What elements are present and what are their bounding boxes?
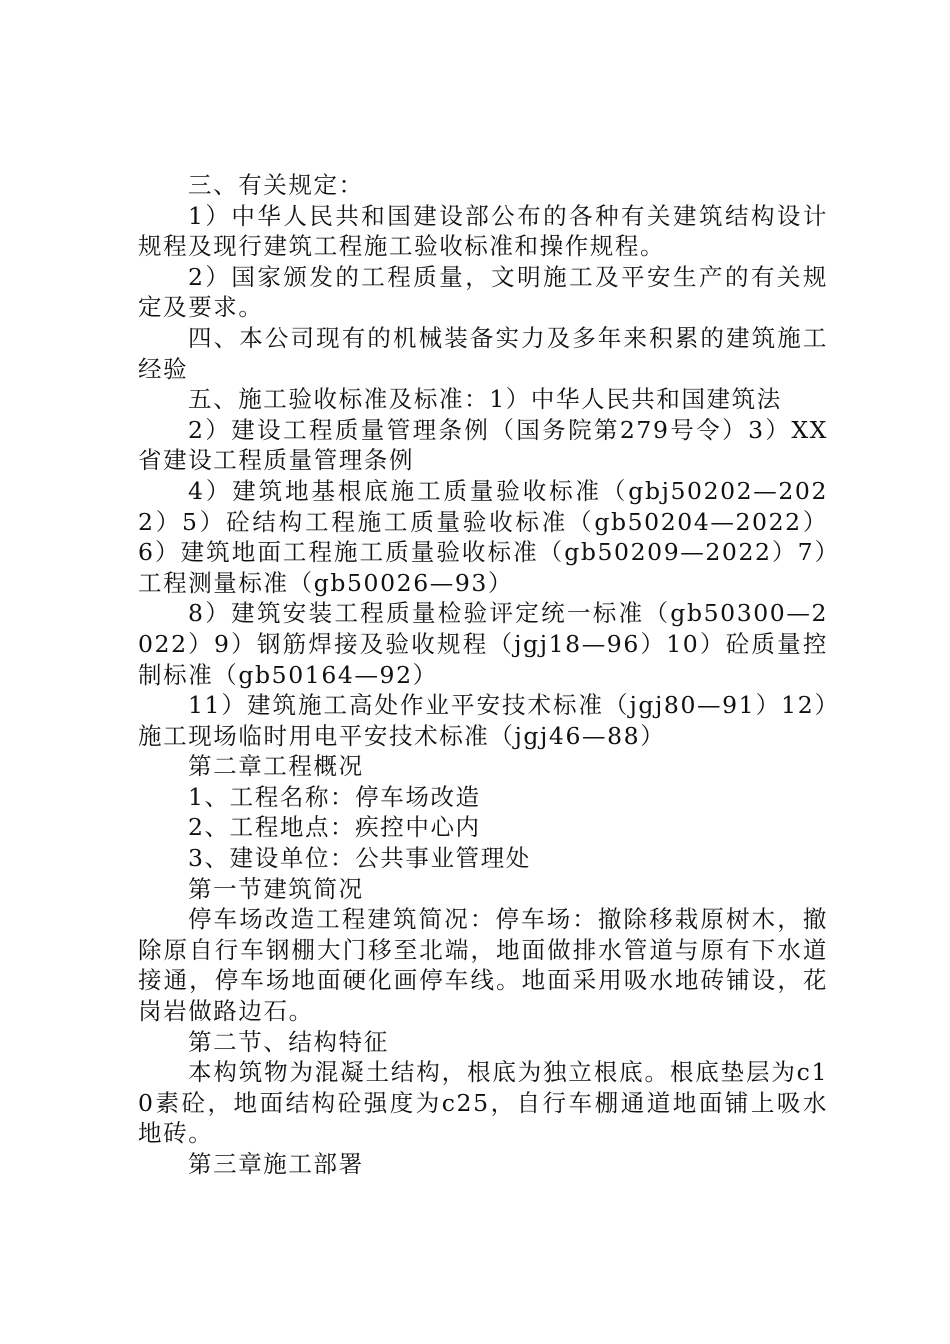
section-heading: 第一节建筑简况 <box>188 874 364 903</box>
paragraph: 2）建设工程质量管理条例（国务院第279号令）3）XX省建设工程质量管理条例 <box>138 415 828 475</box>
paragraph: 11）建筑施工高处作业平安技术标准（jgj80—91）12）施工现场临时用电平安技术标准（jgj46—88） <box>138 691 828 750</box>
paragraph: 五、施工验收标准及标准：1）中华人民共和国建筑法 <box>188 385 782 414</box>
paragraph: 本构筑物为混凝土结构，根底为独立根底。根底垫层为c10素砼，地面结构砼强度为c25，自行车棚通道地面铺上吸水地砖。 <box>138 1058 828 1148</box>
section-heading: 第二节、结构特征 <box>188 1027 389 1056</box>
paragraph: 2）国家颁发的工程质量，文明施工及平安生产的有关规定及要求。 <box>138 262 828 322</box>
document-body <box>138 170 828 1180</box>
paragraph: 2、工程地点：疾控中心内 <box>188 813 481 842</box>
chapter-heading: 第三章施工部署 <box>188 1150 364 1178</box>
paragraph: 停车场改造工程建筑简况：停车场：撤除移栽原树木，撤除原自行车钢棚大门移至北端，地面做排水管道与原有下水道接通，停车场地面硬化画停车线。地面采用吸水地砖铺设，花岗岩做路边石。 <box>138 905 828 1026</box>
chapter-heading: 第二章工程概况 <box>188 752 364 781</box>
paragraph: 8）建筑安装工程质量检验评定统一标准（gb50300—2022）9）钢筋焊接及验收规程（jgj18—96）10）砼质量控制标准（gb50164—92） <box>138 599 828 689</box>
paragraph: 四、本公司现有的机械装备实力及多年来积累的建筑施工经验 <box>138 323 828 383</box>
paragraph: 3、建设单位：公共事业管理处 <box>188 844 531 873</box>
paragraph: 1、工程名称：停车场改造 <box>188 782 481 811</box>
paragraph: 4）建筑地基根底施工质量验收标准（gbj50202—2022）5）砼结构工程施工质量验收标准（gb50204—2022）6）建筑地面工程施工质量验收标准（gb50209—2022）7）工程测量标准（gb50026—93） <box>138 476 828 597</box>
section-heading-regulations: 三、有关规定： <box>188 171 364 199</box>
paragraph: 1）中华人民共和国建设部公布的各种有关建筑结构设计规程及现行建筑工程施工验收标准和操作规程。 <box>138 201 828 261</box>
